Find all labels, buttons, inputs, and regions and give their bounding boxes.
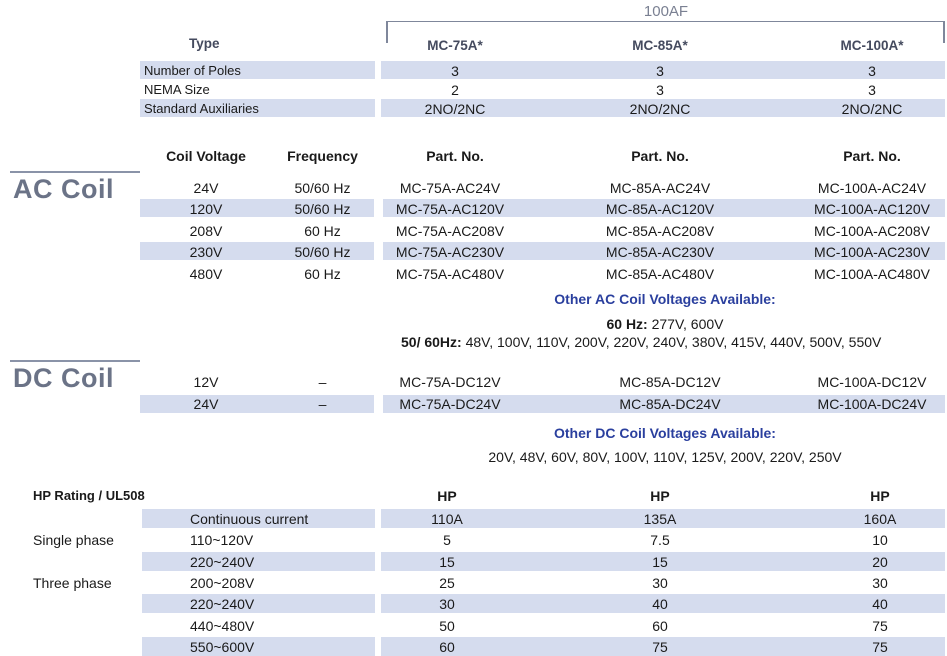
hp-voltage: 440~480V	[190, 618, 255, 634]
other-ac-60hz-values: 277V, 600V	[647, 316, 724, 332]
hp-value: 75	[872, 618, 888, 634]
model-header-3: MC-100A*	[840, 38, 904, 53]
other-dc-values: 20V, 48V, 60V, 80V, 100V, 110V, 125V, 200V, 220V, 250V	[488, 449, 842, 465]
dc-part: MC-100A-DC24V	[817, 396, 927, 412]
other-dc-title: Other DC Coil Voltages Available:	[554, 425, 776, 441]
spec-value: 3	[656, 82, 664, 98]
spec-value: 2	[451, 82, 459, 98]
ac-frequency: 50/60 Hz	[294, 201, 351, 217]
part-header-1: Part. No.	[426, 148, 484, 164]
hp-value: 40	[872, 596, 888, 612]
ac-part: MC-75A-AC120V	[395, 201, 505, 217]
other-ac-5060hz-label: 50/ 60Hz:	[401, 334, 462, 350]
hp-value: 50	[439, 618, 455, 634]
spec-label: Standard Auxiliaries	[144, 101, 259, 116]
ac-part: MC-75A-AC230V	[395, 244, 505, 260]
part-header-2: Part. No.	[631, 148, 689, 164]
hp-voltage: 220~240V	[190, 596, 255, 612]
dc-voltage: 24V	[193, 396, 219, 412]
dc-part: MC-85A-DC24V	[619, 396, 721, 412]
ac-part: MC-100A-AC208V	[814, 223, 930, 239]
other-ac-5060hz	[401, 333, 881, 351]
ac-part: MC-75A-AC480V	[395, 266, 505, 282]
continuous-value: 160A	[863, 511, 897, 527]
coil-voltage-header: Coil Voltage	[166, 148, 246, 164]
ac-frequency: 60 Hz	[304, 223, 341, 239]
hp-header-3: HP	[870, 488, 890, 504]
hp-value: 60	[652, 618, 668, 634]
ac-voltage: 24V	[193, 180, 219, 196]
hp-value: 60	[439, 639, 455, 655]
ac-part: MC-85A-AC208V	[605, 223, 715, 239]
spec-value: 3	[868, 63, 876, 79]
dc-part: MC-75A-DC24V	[399, 396, 501, 412]
hp-value: 30	[439, 596, 455, 612]
ac-part: MC-75A-AC24V	[399, 180, 501, 196]
type-header: Type	[189, 36, 220, 51]
continuous-label: Continuous current	[190, 511, 309, 527]
three-phase-label: Three phase	[33, 575, 112, 591]
spec-value: 2NO/2NC	[629, 101, 691, 117]
spec-value: 3	[868, 82, 876, 98]
hp-value: 15	[439, 554, 455, 570]
hp-voltage: 200~208V	[190, 575, 255, 591]
hp-title: HP Rating / UL508	[33, 488, 145, 503]
other-ac-title: Other AC Coil Voltages Available:	[554, 291, 776, 307]
frame-bracket	[386, 21, 945, 22]
hp-value: 30	[652, 575, 668, 591]
hp-value: 75	[872, 639, 888, 655]
hp-band	[142, 552, 375, 571]
spec-label: Number of Poles	[144, 63, 241, 78]
spec-value: 3	[656, 63, 664, 79]
ac-coil-title: AC Coil	[13, 174, 114, 204]
ac-part: MC-100A-AC24V	[817, 180, 927, 196]
frame-label: 100AF	[606, 3, 726, 21]
ac-voltage: 480V	[189, 266, 223, 282]
hp-value: 25	[439, 575, 455, 591]
other-ac-5060hz-values: 48V, 100V, 110V, 200V, 220V, 240V, 380V, 415V, 440V, 500V, 550V	[461, 334, 882, 350]
ac-part: MC-85A-AC230V	[605, 244, 715, 260]
hp-value: 30	[872, 575, 888, 591]
single-phase-label: Single phase	[33, 532, 114, 548]
hp-voltage: 110~120V	[190, 532, 254, 548]
hp-value: 5	[443, 532, 451, 548]
ac-frequency: 50/60 Hz	[294, 180, 351, 196]
continuous-value: 135A	[643, 511, 677, 527]
hp-value: 40	[652, 596, 668, 612]
hp-voltage: 550~600V	[190, 639, 255, 655]
hp-value: 7.5	[650, 532, 670, 548]
dc-frequency: –	[318, 396, 327, 412]
dc-part: MC-85A-DC12V	[619, 374, 721, 390]
ac-part: MC-100A-AC480V	[814, 266, 930, 282]
spec-value: 2NO/2NC	[424, 101, 486, 117]
other-ac-60hz-label: 60 Hz:	[606, 316, 648, 332]
dc-frequency: –	[318, 374, 327, 390]
frequency-header: Frequency	[287, 148, 358, 164]
spec-value: 3	[451, 63, 459, 79]
model-header-2: MC-85A*	[632, 38, 688, 53]
ac-voltage: 120V	[189, 201, 223, 217]
hp-header-2: HP	[650, 488, 670, 504]
hp-band	[142, 594, 375, 613]
dc-rule	[10, 360, 140, 362]
spec-value: 2NO/2NC	[841, 101, 903, 117]
ac-rule	[10, 171, 140, 173]
ac-part: MC-85A-AC120V	[605, 201, 715, 217]
ac-part: MC-75A-AC208V	[395, 223, 505, 239]
dc-voltage: 12V	[193, 374, 219, 390]
ac-part: MC-100A-AC120V	[814, 201, 930, 217]
ac-voltage: 230V	[189, 244, 223, 260]
hp-value: 20	[872, 554, 888, 570]
hp-value: 10	[872, 532, 888, 548]
ac-part: MC-85A-AC480V	[605, 266, 715, 282]
hp-value: 15	[652, 554, 668, 570]
hp-voltage: 220~240V	[190, 554, 255, 570]
ac-part: MC-100A-AC230V	[814, 244, 930, 260]
hp-value: 75	[652, 639, 668, 655]
dc-coil-title: DC Coil	[13, 363, 114, 393]
continuous-value: 110A	[431, 511, 463, 527]
part-header-3: Part. No.	[843, 148, 901, 164]
spec-label: NEMA Size	[144, 82, 210, 97]
dc-part: MC-75A-DC12V	[399, 374, 501, 390]
dc-part: MC-100A-DC12V	[817, 374, 927, 390]
hp-header-1: HP	[437, 488, 457, 504]
other-ac-60hz	[480, 315, 850, 333]
ac-frequency: 50/60 Hz	[294, 244, 351, 260]
model-header-1: MC-75A*	[427, 38, 483, 53]
ac-frequency: 60 Hz	[304, 266, 341, 282]
ac-voltage: 208V	[189, 223, 223, 239]
ac-part: MC-85A-AC24V	[609, 180, 711, 196]
hp-band	[142, 637, 375, 656]
